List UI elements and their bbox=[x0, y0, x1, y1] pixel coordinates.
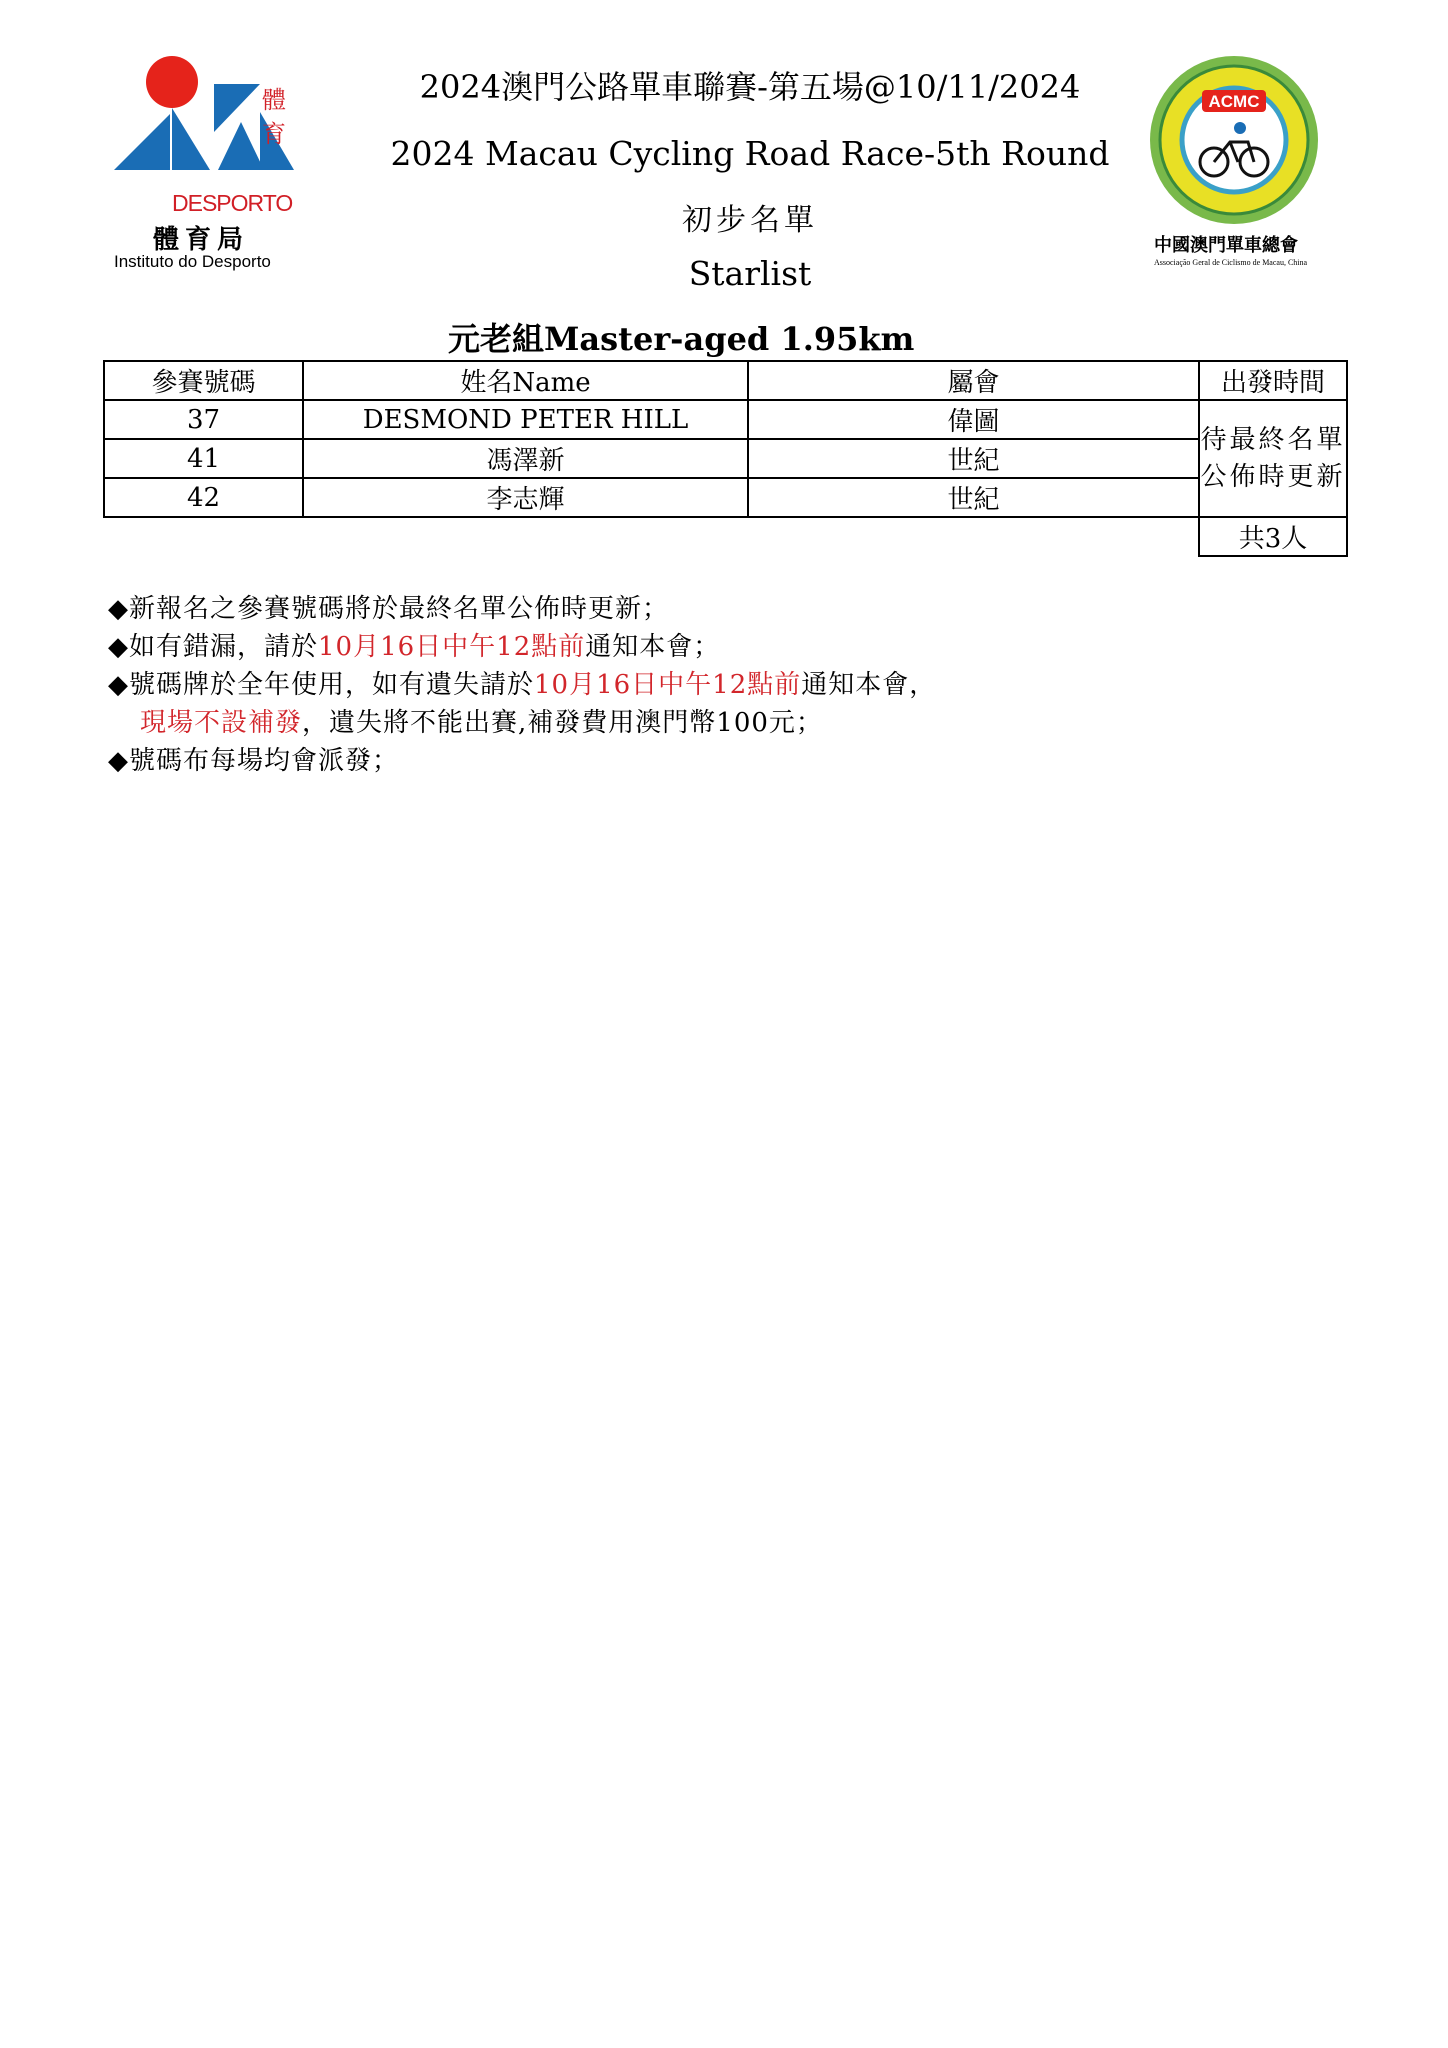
subtitle-cn: 初步名單 bbox=[682, 203, 818, 238]
logo-name-pt: Instituto do Desporto bbox=[114, 252, 271, 271]
total-row bbox=[104, 517, 1347, 556]
title-en: 2024 Macau Cycling Road Race-5th Round bbox=[390, 134, 1110, 173]
note-4: ◆號碼布每場均會派發； bbox=[108, 746, 399, 776]
logo-char-bottom: 育 bbox=[262, 120, 286, 148]
table-row bbox=[104, 400, 1347, 439]
logo-name-cn: 體育局 bbox=[153, 225, 250, 255]
rider-club: 偉圖 bbox=[748, 400, 1199, 439]
rider-name: 馮澤新 bbox=[303, 439, 748, 478]
rider-number: 41 bbox=[104, 439, 303, 478]
deadline-highlight: 10月16日中午12點前 bbox=[318, 632, 586, 662]
rider-name: DESMOND PETER HILL bbox=[303, 400, 748, 439]
note-3-continued: 現場不設補發，遺失將不能出賽,補發費用澳門幣100元； bbox=[140, 708, 823, 738]
logo-char-top: 體 bbox=[262, 86, 286, 114]
header-start-time: 出發時間 bbox=[1199, 361, 1347, 400]
start-time-pending: 待最終名單公佈時更新 bbox=[1199, 400, 1347, 517]
rider-name: 李志輝 bbox=[303, 478, 748, 517]
note-3: ◆號碼牌於全年使用，如有遺失請於10月16日中午12點前通知本會， bbox=[108, 670, 937, 700]
start-list-table bbox=[103, 360, 1348, 557]
category-heading: 元老組Master-aged 1.95km bbox=[448, 320, 915, 358]
subtitle-en: Starlist bbox=[688, 254, 812, 293]
rider-number: 42 bbox=[104, 478, 303, 517]
note-1: ◆新報名之參賽號碼將於最終名單公佈時更新； bbox=[108, 594, 669, 624]
table-header-row bbox=[104, 361, 1347, 400]
title-cn: 2024澳門公路單車聯賽-第五場@10/11/2024 bbox=[419, 68, 1081, 106]
rider-number: 37 bbox=[104, 400, 303, 439]
rider-club: 世紀 bbox=[748, 439, 1199, 478]
acmc-badge-text: ACMC bbox=[1208, 92, 1260, 111]
header-number: 參賽號碼 bbox=[104, 361, 303, 400]
table-row bbox=[104, 439, 1347, 478]
header-club: 屬會 bbox=[748, 361, 1199, 400]
header-name: 姓名Name bbox=[303, 361, 748, 400]
note-2: ◆如有錯漏，請於10月16日中午12點前通知本會； bbox=[108, 632, 721, 662]
acmc-name-cn: 中國澳門單車總會 bbox=[1154, 235, 1298, 256]
deadline-highlight: 10月16日中午12點前 bbox=[534, 670, 802, 700]
acmc-name-pt: Associação Geral de Ciclismo de Macau, China bbox=[1154, 258, 1308, 267]
notes-section bbox=[108, 590, 936, 780]
desporto-logo bbox=[110, 52, 310, 282]
logo-brand-text: DESPORTO bbox=[172, 190, 293, 216]
total-count: 共3人 bbox=[1199, 517, 1347, 556]
rider-club: 世紀 bbox=[748, 478, 1199, 517]
no-replacement-highlight: 現場不設補發 bbox=[140, 708, 303, 738]
table-row bbox=[104, 478, 1347, 517]
